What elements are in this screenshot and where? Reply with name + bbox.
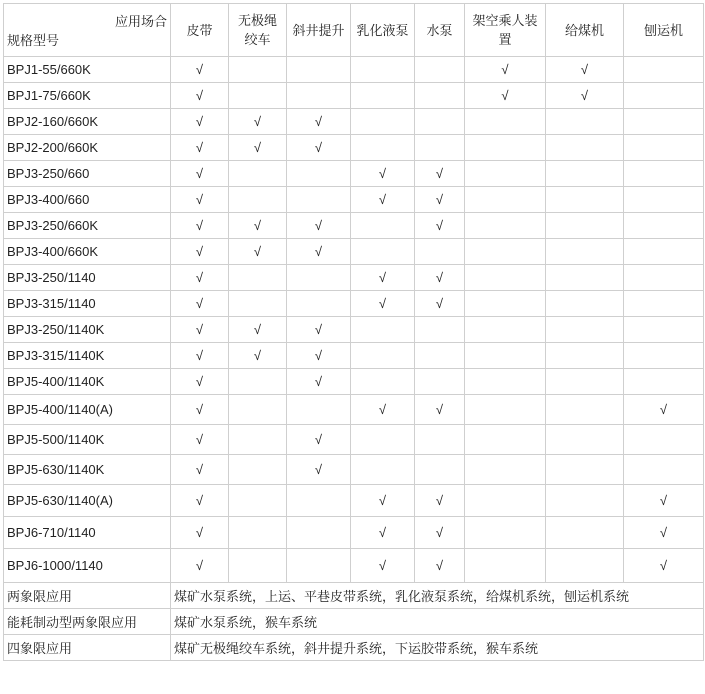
table-row	[4, 83, 704, 109]
mark-cell	[171, 549, 229, 583]
mark-cell	[229, 265, 287, 291]
mark-cell	[351, 239, 415, 265]
check-mark-icon: √	[314, 348, 323, 363]
table-row	[4, 239, 704, 265]
mark-cell	[351, 485, 415, 517]
check-mark-icon: √	[314, 218, 323, 233]
check-mark-icon: √	[659, 558, 668, 573]
table-row	[4, 455, 704, 485]
mark-cell	[287, 57, 351, 83]
mark-cell	[465, 239, 546, 265]
mark-cell	[229, 343, 287, 369]
table-row	[4, 395, 704, 425]
mark-cell	[415, 549, 465, 583]
mark-cell	[624, 135, 704, 161]
col-header-plow-conveyor: 刨运机	[624, 4, 704, 57]
mark-cell	[624, 161, 704, 187]
check-mark-icon: √	[195, 218, 204, 233]
check-mark-icon: √	[378, 296, 387, 311]
mark-cell	[415, 425, 465, 455]
model-cell: BPJ3-250/660K	[4, 213, 171, 239]
table-row	[4, 369, 704, 395]
mark-cell	[287, 161, 351, 187]
check-mark-icon: √	[195, 322, 204, 337]
mark-cell	[171, 517, 229, 549]
col-header-belt: 皮带	[171, 4, 229, 57]
mark-cell	[546, 291, 624, 317]
mark-cell	[287, 517, 351, 549]
check-mark-icon: √	[314, 462, 323, 477]
mark-cell	[465, 343, 546, 369]
check-mark-icon: √	[314, 374, 323, 389]
model-cell: BPJ2-200/660K	[4, 135, 171, 161]
mark-cell	[171, 343, 229, 369]
check-mark-icon: √	[195, 166, 204, 181]
check-mark-icon: √	[435, 493, 444, 508]
header-corner	[4, 4, 171, 57]
mark-cell	[287, 83, 351, 109]
footer-label: 四象限应用	[4, 635, 171, 661]
mark-cell	[229, 57, 287, 83]
mark-cell	[465, 291, 546, 317]
mark-cell	[465, 57, 546, 83]
mark-cell	[415, 395, 465, 425]
model-cell: BPJ2-160/660K	[4, 109, 171, 135]
mark-cell	[171, 109, 229, 135]
mark-cell	[465, 317, 546, 343]
mark-cell	[171, 485, 229, 517]
mark-cell	[351, 161, 415, 187]
table-row	[4, 135, 704, 161]
check-mark-icon: √	[435, 270, 444, 285]
mark-cell	[229, 161, 287, 187]
table-row	[4, 485, 704, 517]
table-row	[4, 517, 704, 549]
mark-cell	[351, 425, 415, 455]
mark-cell	[351, 549, 415, 583]
mark-cell	[287, 109, 351, 135]
mark-cell	[229, 135, 287, 161]
table-row	[4, 317, 704, 343]
mark-cell	[415, 135, 465, 161]
check-mark-icon: √	[314, 244, 323, 259]
mark-cell	[465, 187, 546, 213]
mark-cell	[351, 109, 415, 135]
mark-cell	[229, 83, 287, 109]
mark-cell	[624, 485, 704, 517]
mark-cell	[624, 213, 704, 239]
check-mark-icon: √	[195, 402, 204, 417]
model-cell: BPJ3-250/1140K	[4, 317, 171, 343]
mark-cell	[287, 369, 351, 395]
check-mark-icon: √	[378, 558, 387, 573]
mark-cell	[415, 485, 465, 517]
mark-cell	[171, 395, 229, 425]
mark-cell	[171, 291, 229, 317]
mark-cell	[546, 455, 624, 485]
mark-cell	[465, 425, 546, 455]
footer-label: 两象限应用	[4, 583, 171, 609]
mark-cell	[351, 369, 415, 395]
mark-cell	[624, 239, 704, 265]
check-mark-icon: √	[253, 218, 262, 233]
model-cell: BPJ3-315/1140	[4, 291, 171, 317]
mark-cell	[546, 425, 624, 455]
mark-cell	[287, 343, 351, 369]
mark-cell	[465, 485, 546, 517]
mark-cell	[171, 425, 229, 455]
footer-label: 能耗制动型两象限应用	[4, 609, 171, 635]
table-row	[4, 109, 704, 135]
mark-cell	[415, 83, 465, 109]
mark-cell	[351, 57, 415, 83]
check-mark-icon: √	[253, 114, 262, 129]
mark-cell	[171, 135, 229, 161]
mark-cell	[171, 317, 229, 343]
mark-cell	[351, 517, 415, 549]
mark-cell	[415, 213, 465, 239]
mark-cell	[287, 265, 351, 291]
col-header-water-pump: 水泵	[415, 4, 465, 57]
mark-cell	[415, 291, 465, 317]
mark-cell	[415, 187, 465, 213]
mark-cell	[415, 161, 465, 187]
check-mark-icon: √	[435, 296, 444, 311]
mark-cell	[546, 485, 624, 517]
model-cell: BPJ1-55/660K	[4, 57, 171, 83]
col-header-emulsion-pump: 乳化液泵	[351, 4, 415, 57]
mark-cell	[465, 161, 546, 187]
model-cell: BPJ5-500/1140K	[4, 425, 171, 455]
check-mark-icon: √	[195, 244, 204, 259]
check-mark-icon: √	[195, 192, 204, 207]
mark-cell	[229, 291, 287, 317]
mark-cell	[351, 395, 415, 425]
table-row	[4, 213, 704, 239]
mark-cell	[351, 343, 415, 369]
mark-cell	[287, 455, 351, 485]
check-mark-icon: √	[435, 402, 444, 417]
mark-cell	[546, 317, 624, 343]
check-mark-icon: √	[435, 525, 444, 540]
data-rows	[4, 57, 704, 583]
mark-cell	[546, 135, 624, 161]
mark-cell	[624, 455, 704, 485]
check-mark-icon: √	[378, 270, 387, 285]
mark-cell	[229, 425, 287, 455]
check-mark-icon: √	[659, 525, 668, 540]
mark-cell	[229, 369, 287, 395]
mark-cell	[624, 187, 704, 213]
check-mark-icon: √	[195, 62, 204, 77]
header-row	[4, 4, 704, 57]
mark-cell	[624, 549, 704, 583]
mark-cell	[351, 187, 415, 213]
mark-cell	[229, 109, 287, 135]
mark-cell	[465, 395, 546, 425]
mark-cell	[624, 517, 704, 549]
mark-cell	[465, 83, 546, 109]
mark-cell	[624, 265, 704, 291]
mark-cell	[287, 317, 351, 343]
mark-cell	[171, 455, 229, 485]
mark-cell	[171, 369, 229, 395]
mark-cell	[546, 369, 624, 395]
footer-row	[4, 609, 704, 635]
mark-cell	[229, 455, 287, 485]
mark-cell	[415, 239, 465, 265]
col-header-endless-rope-winch: 无极绳绞车	[229, 4, 287, 57]
check-mark-icon: √	[253, 140, 262, 155]
mark-cell	[171, 161, 229, 187]
mark-cell	[465, 213, 546, 239]
mark-cell	[415, 57, 465, 83]
mark-cell	[546, 549, 624, 583]
mark-cell	[624, 109, 704, 135]
mark-cell	[351, 265, 415, 291]
check-mark-icon: √	[253, 322, 262, 337]
check-mark-icon: √	[378, 525, 387, 540]
footer-row	[4, 583, 704, 609]
mark-cell	[546, 395, 624, 425]
model-cell: BPJ5-400/1140(A)	[4, 395, 171, 425]
mark-cell	[351, 83, 415, 109]
mark-cell	[229, 317, 287, 343]
mark-cell	[229, 395, 287, 425]
mark-cell	[229, 213, 287, 239]
mark-cell	[351, 317, 415, 343]
model-cell: BPJ5-400/1140K	[4, 369, 171, 395]
col-header-coal-feeder: 给煤机	[546, 4, 624, 57]
mark-cell	[415, 455, 465, 485]
check-mark-icon: √	[378, 493, 387, 508]
mark-cell	[171, 57, 229, 83]
mark-cell	[415, 317, 465, 343]
check-mark-icon: √	[253, 348, 262, 363]
mark-cell	[624, 291, 704, 317]
mark-cell	[287, 485, 351, 517]
mark-cell	[624, 425, 704, 455]
check-mark-icon: √	[314, 140, 323, 155]
footer-value: 煤矿无极绳绞车系统，斜井提升系统，下运胶带系统，猴车系统	[171, 635, 704, 661]
footer-value: 煤矿水泵系统，上运、平巷皮带系统，乳化液泵系统，给煤机系统，刨运机系统	[171, 583, 704, 609]
mark-cell	[229, 187, 287, 213]
col-header-incline-hoist: 斜井提升	[287, 4, 351, 57]
mark-cell	[287, 549, 351, 583]
mark-cell	[287, 395, 351, 425]
mark-cell	[465, 369, 546, 395]
check-mark-icon: √	[195, 525, 204, 540]
model-cell: BPJ3-400/660K	[4, 239, 171, 265]
check-mark-icon: √	[195, 140, 204, 155]
corner-bottom-label: 规格型号	[7, 33, 60, 48]
mark-cell	[351, 213, 415, 239]
mark-cell	[415, 265, 465, 291]
mark-cell	[546, 187, 624, 213]
check-mark-icon: √	[253, 244, 262, 259]
col-header-overhead-manrider: 架空乘人装置	[465, 4, 546, 57]
mark-cell	[351, 135, 415, 161]
model-cell: BPJ6-1000/1140	[4, 549, 171, 583]
mark-cell	[546, 239, 624, 265]
check-mark-icon: √	[195, 374, 204, 389]
mark-cell	[415, 369, 465, 395]
footer-rows	[4, 583, 704, 661]
table-row	[4, 161, 704, 187]
check-mark-icon: √	[314, 432, 323, 447]
mark-cell	[287, 135, 351, 161]
check-mark-icon: √	[435, 218, 444, 233]
table-row	[4, 425, 704, 455]
mark-cell	[229, 517, 287, 549]
model-cell: BPJ3-250/660	[4, 161, 171, 187]
check-mark-icon: √	[501, 62, 509, 77]
mark-cell	[546, 161, 624, 187]
mark-cell	[465, 109, 546, 135]
check-mark-icon: √	[195, 114, 204, 129]
mark-cell	[229, 549, 287, 583]
mark-cell	[287, 187, 351, 213]
mark-cell	[171, 187, 229, 213]
mark-cell	[546, 213, 624, 239]
check-mark-icon: √	[659, 493, 668, 508]
mark-cell	[171, 83, 229, 109]
corner-top-label: 应用场合	[114, 14, 167, 29]
check-mark-icon: √	[195, 493, 204, 508]
mark-cell	[624, 395, 704, 425]
mark-cell	[546, 57, 624, 83]
model-cell: BPJ3-315/1140K	[4, 343, 171, 369]
mark-cell	[415, 109, 465, 135]
check-mark-icon: √	[378, 192, 387, 207]
mark-cell	[546, 83, 624, 109]
check-mark-icon: √	[195, 88, 204, 103]
mark-cell	[229, 239, 287, 265]
table-row	[4, 265, 704, 291]
mark-cell	[287, 239, 351, 265]
model-cell: BPJ3-250/1140	[4, 265, 171, 291]
check-mark-icon: √	[195, 270, 204, 285]
check-mark-icon: √	[378, 166, 387, 181]
check-mark-icon: √	[195, 348, 204, 363]
check-mark-icon: √	[435, 558, 444, 573]
table-row	[4, 57, 704, 83]
footer-value: 煤矿水泵系统，猴车系统	[171, 609, 704, 635]
mark-cell	[465, 455, 546, 485]
spec-table	[3, 3, 704, 661]
check-mark-icon: √	[580, 88, 589, 103]
mark-cell	[624, 57, 704, 83]
model-cell: BPJ3-400/660	[4, 187, 171, 213]
table-row	[4, 343, 704, 369]
mark-cell	[171, 239, 229, 265]
model-cell: BPJ6-710/1140	[4, 517, 171, 549]
table-row	[4, 291, 704, 317]
mark-cell	[624, 83, 704, 109]
mark-cell	[171, 265, 229, 291]
mark-cell	[546, 517, 624, 549]
mark-cell	[415, 343, 465, 369]
check-mark-icon: √	[435, 192, 444, 207]
check-mark-icon: √	[659, 402, 668, 417]
mark-cell	[465, 265, 546, 291]
mark-cell	[351, 291, 415, 317]
model-cell: BPJ1-75/660K	[4, 83, 171, 109]
mark-cell	[546, 265, 624, 291]
footer-row	[4, 635, 704, 661]
check-mark-icon: √	[314, 322, 323, 337]
check-mark-icon: √	[435, 166, 444, 181]
mark-cell	[546, 343, 624, 369]
check-mark-icon: √	[195, 558, 204, 573]
mark-cell	[624, 317, 704, 343]
mark-cell	[287, 291, 351, 317]
mark-cell	[351, 455, 415, 485]
check-mark-icon: √	[314, 114, 323, 129]
mark-cell	[465, 517, 546, 549]
mark-cell	[229, 485, 287, 517]
mark-cell	[287, 425, 351, 455]
table-row	[4, 549, 704, 583]
model-cell: BPJ5-630/1140(A)	[4, 485, 171, 517]
check-mark-icon: √	[195, 462, 204, 477]
mark-cell	[624, 343, 704, 369]
check-mark-icon: √	[580, 62, 589, 77]
mark-cell	[546, 109, 624, 135]
model-cell: BPJ5-630/1140K	[4, 455, 171, 485]
mark-cell	[465, 549, 546, 583]
check-mark-icon: √	[195, 296, 204, 311]
mark-cell	[287, 213, 351, 239]
mark-cell	[465, 135, 546, 161]
table-row	[4, 187, 704, 213]
mark-cell	[415, 517, 465, 549]
check-mark-icon: √	[501, 88, 509, 103]
check-mark-icon: √	[378, 402, 387, 417]
mark-cell	[171, 213, 229, 239]
mark-cell	[624, 369, 704, 395]
check-mark-icon: √	[195, 432, 204, 447]
